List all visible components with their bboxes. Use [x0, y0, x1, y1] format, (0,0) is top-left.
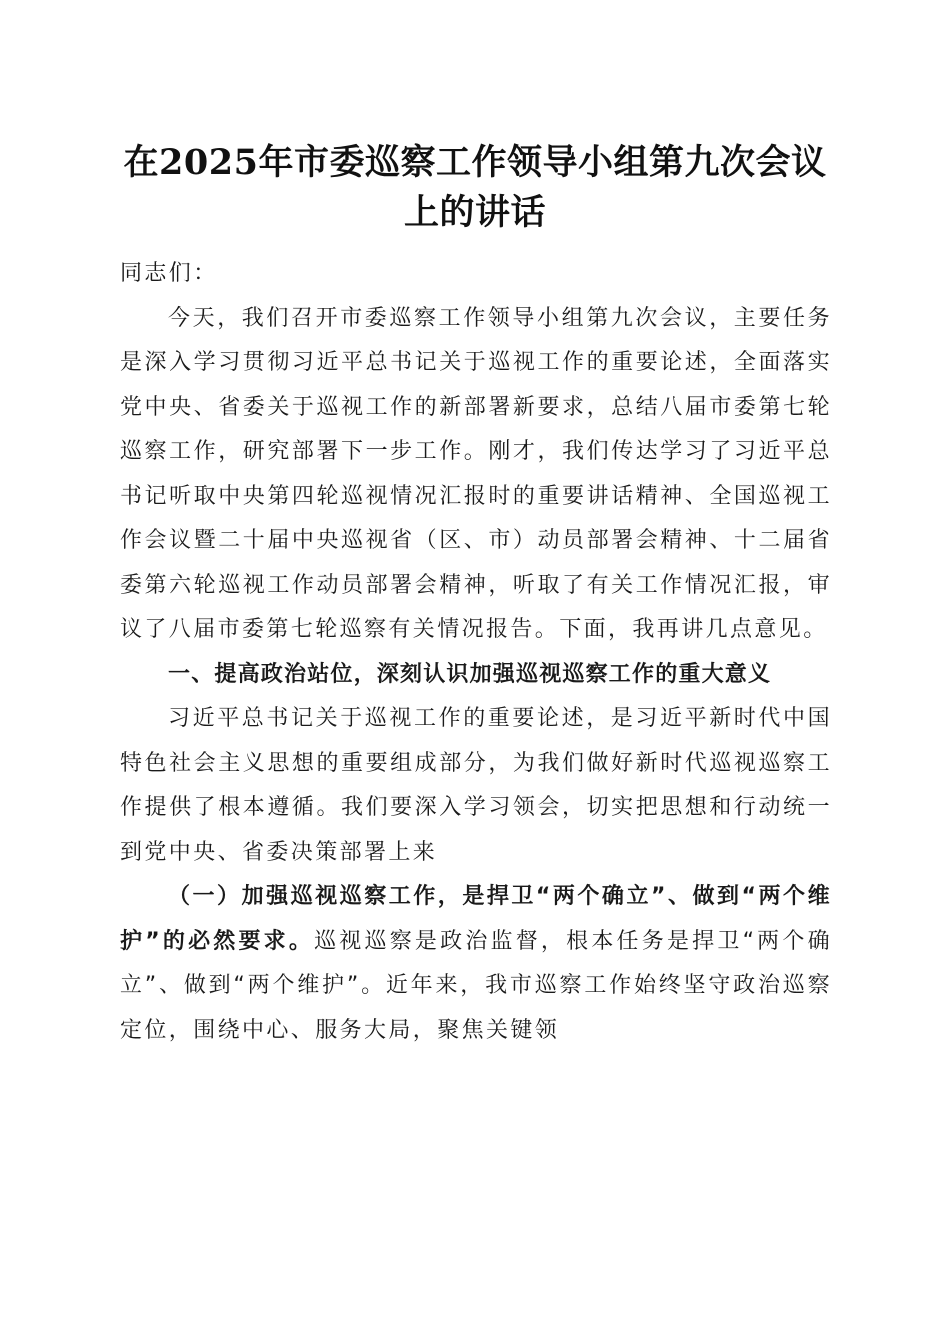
title-line-2: 上的讲话	[403, 192, 546, 233]
subsection-1-text: 巡视巡察是政治监督，根本任务是捍卫“两个确立”、做到“两个维护”。近年来，我市巡察工作始终坚守政治巡察定位，围绕中心、服务大局，聚焦关键领	[120, 928, 832, 1043]
subsection-1-lead: （一）加强巡视巡察工作，是捍卫“两个确立”、做到“两个维护”的必然要求。	[120, 884, 832, 954]
subsection-1-paragraph	[120, 875, 832, 1053]
title-line-1: 在2025年市委巡察工作领导小组第九次会议	[123, 142, 827, 183]
document-body	[120, 252, 832, 1053]
document-title	[100, 138, 850, 238]
salutation: 同志们：	[120, 261, 218, 286]
section-heading-1: 一、提高政治站位，深刻认识加强巡视巡察工作的重大意义	[168, 661, 772, 687]
section-1-paragraph: 习近平总书记关于巡视工作的重要论述，是习近平新时代中国特色社会主义思想的重要组成部分，为我们做好新时代巡视巡察工作提供了根本遵循。我们要深入学习领会，切实把思想和行动统一到党中央、省委决策部署上来	[120, 706, 832, 865]
intro-paragraph: 今天，我们召开市委巡察工作领导小组第九次会议，主要任务是深入学习贯彻习近平总书记关于巡视工作的重要论述，全面落实党中央、省委关于巡视工作的新部署新要求，总结八届市委第七轮巡察工作，研究部署下一步工作。刚才，我们传达学习了习近平总书记听取中央第四轮巡视情况汇报时的重要讲话精神、全国巡视工作会议暨二十届中央巡视省（区、市）动员部署会精神、十二届省委第六轮巡视工作动员部署会精神，听取了有关工作情况汇报，审议了八届市委第七轮巡察有关情况报告。下面，我再讲几点意见。	[120, 305, 832, 642]
